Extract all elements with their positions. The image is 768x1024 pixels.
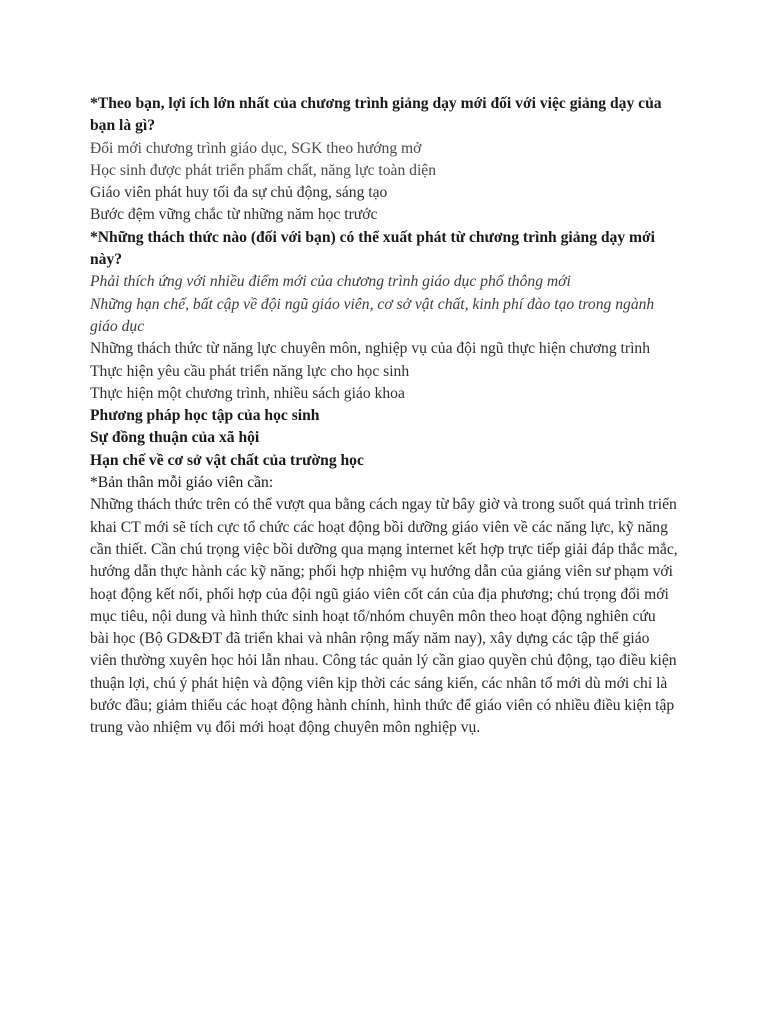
body-paragraph: Những thách thức trên có thể vượt qua bằng cách ngay từ bây giờ và trong suốt quá trình triển khai CT mới sẽ tích cực tổ chức các hoạt động bồi dưỡng giáo viên về các năng lực, kỹ năng cần thiết. Cần chú trọng việc bồi dưỡng qua mạng internet kết hợp trực tiếp giải đáp thắc mắc, hướng dẫn thực hành các kỹ năng; phối hợp nhiệm vụ hướng dẫn của giảng viên sư phạm với hoạt động kết nối, phối hợp của đội ngũ giáo viên cốt cán của địa phương; chú trọng đổi mới mục tiêu, nội dung và hình thức sinh hoạt tổ/nhóm chuyên môn theo hoạt động nghiên cứu bài học (Bộ GD&ĐT đã triển khai và nhân rộng mấy năm nay), xây dựng các tập thể giáo viên thường xuyên học hỏi lẫn nhau. Công tác quản lý cần giao quyền chủ động, tạo điều kiện thuận lợi, chú ý phát hiện và động viên kịp thời các sáng kiến, các nhân tố mới dù mới chỉ là bước đầu; giảm thiểu các hoạt động hành chính, hình thức để giáo viên có nhiều điều kiện tập trung vào nhiệm vụ đổi mới hoạt động chuyên môn nghiệp vụ.	[90, 496, 678, 737]
answer-line: Thực hiện yêu cầu phát triển năng lực cho học sinh	[90, 362, 410, 380]
question-2-heading: *Những thách thức nào (đối với bạn) có thể xuất phát từ chương trình giảng dạy mới này?	[90, 228, 656, 269]
answer-line-bold: Sự đồng thuận của xã hội	[90, 429, 260, 447]
answer-line: Học sinh được phát triển phẩm chất, năng lực toàn diện	[90, 161, 437, 179]
answer-line-italic: Phải thích ứng với nhiều điểm mới của chương trình giáo dục phổ thông mới	[90, 273, 571, 291]
question-1-heading: *Theo bạn, lợi ích lớn nhất của chương trình giảng dạy mới đối với việc giảng dạy của bạn là gì?	[90, 95, 662, 135]
answer-line-bold: Phương pháp học tập của học sinh	[90, 407, 320, 425]
answer-line-italic: Những hạn chế, bất cập về đội ngũ giáo viên, cơ sở vật chất, kinh phí đào tạo trong ngành giáo dục	[90, 295, 655, 335]
answer-line-bold: Hạn chế về cơ sở vật chất của trường học	[90, 451, 364, 469]
answer-line: Những thách thức từ năng lực chuyên môn, nghiệp vụ của đội ngũ thực hiện chương trình	[90, 340, 651, 358]
answer-line: Bước đệm vững chắc từ những năm học trước	[90, 206, 378, 224]
document-page	[90, 93, 678, 740]
answer-line: Thực hiện một chương trình, nhiều sách giáo khoa	[90, 384, 405, 402]
question-3-heading: *Bản thân mỗi giáo viên cần:	[90, 474, 274, 492]
answer-line: Giáo viên phát huy tối đa sự chủ động, sáng tạo	[90, 184, 388, 202]
answer-line: Đổi mới chương trình giáo dục, SGK theo hướng mở	[90, 139, 422, 157]
